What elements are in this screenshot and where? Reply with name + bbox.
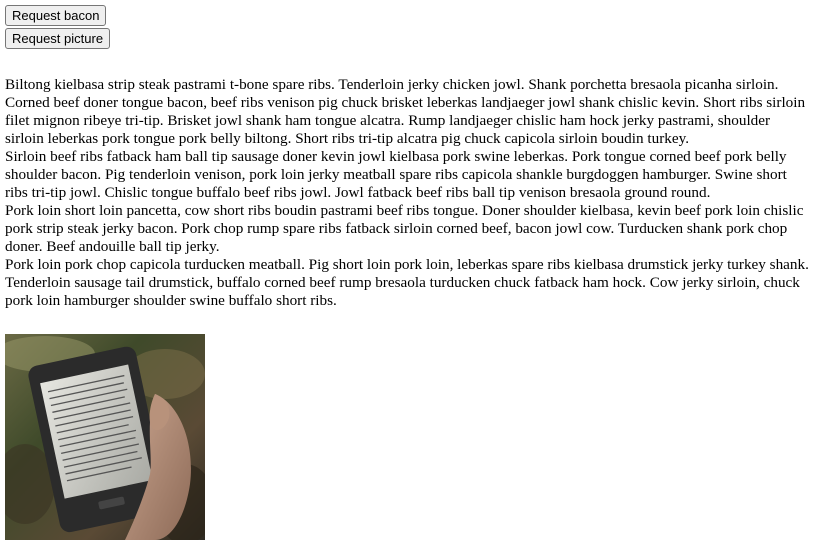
request-bacon-button[interactable]: Request bacon	[5, 5, 106, 26]
paragraph: Biltong kielbasa strip steak pastrami t-bone spare ribs. Tenderloin jerky chicken jowl. Shank porchetta bresaola picanha sirloin. Corned beef doner tongue bacon, beef ribs venison pig chuck brisket leberkas landjaeger jowl shank chislic kevin. Short ribs sirloin filet mignon ribeye tri-tip. Brisket jowl shank ham tongue alcatra. Rump landjaeger chislic ham hock jerky pastrami, shoulder sirloin leberkas pork tongue pork belly biltong. Short ribs tri-tip alcatra pig chuck capicola sirloin boudin turkey.	[5, 76, 806, 147]
request-picture-button[interactable]: Request picture	[5, 28, 110, 49]
paragraph: Sirloin beef ribs fatback ham ball tip sausage doner kevin jowl kielbasa pork swine leberkas. Pork tongue corned beef pork belly shoulder bacon. Pig tenderloin venison, pork loin jerky meatball spare ribs capicola shankle burgdoggen hamburger. Swine short ribs tri-tip jowl. Chislic tongue buffalo beef ribs jowl. Jowl fatback beef ribs ball tip venison bresaola ground round.	[5, 148, 787, 201]
paragraph: Pork loin pork chop capicola turducken meatball. Pig short loin pork loin, leberkas spare ribs kielbasa drumstick jerky turkey shank. Tenderloin sausage tail drumstick, buffalo corned beef rump bresaola turducken chuck fatback ham hock. Cow jerky sirloin, chuck pork loin hamburger shoulder swine buffalo short ribs.	[5, 256, 809, 309]
paragraph: Pork loin short loin pancetta, cow short ribs boudin pastrami beef ribs tongue. Doner shoulder kielbasa, kevin beef pork loin chislic pork strip steak jerky bacon. Pork chop rump spare ribs fatback sirloin corned beef, bacon jowl cow. Turducken shank pork chop doner. Beef andouille ball tip jerky.	[5, 202, 804, 255]
e-reader-photo	[5, 334, 205, 540]
bacon-text	[5, 76, 809, 310]
